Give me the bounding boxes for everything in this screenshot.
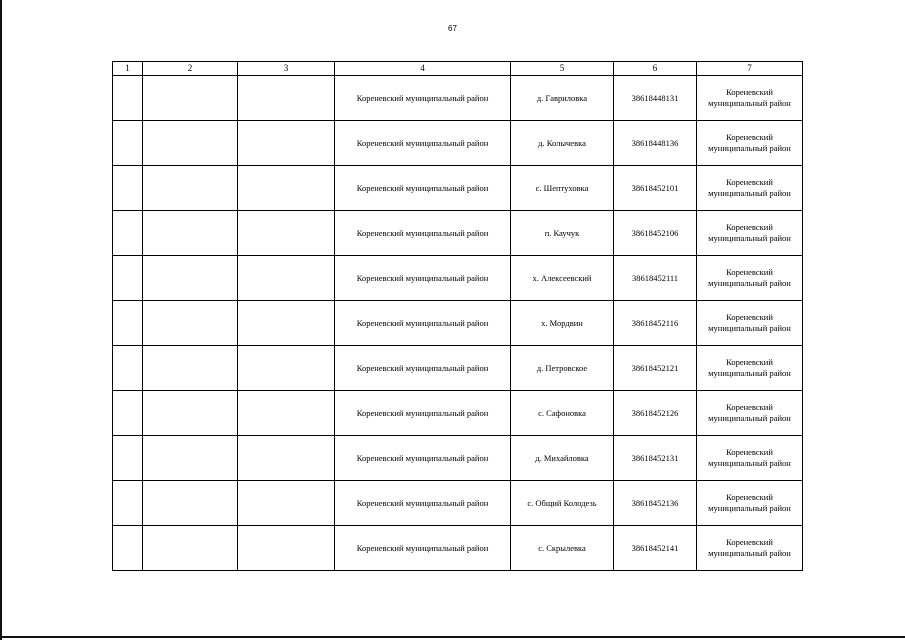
cell-col-3 (238, 391, 335, 436)
table-row (113, 526, 803, 571)
cell-district: Кореневский муниципальный район (335, 211, 511, 256)
cell-municipality (697, 76, 803, 121)
page-border-bottom (0, 636, 905, 638)
table-header-row (113, 62, 803, 76)
cell-col-2 (143, 391, 238, 436)
municipality-line-1: Кореневский (726, 267, 773, 277)
cell-col-3 (238, 346, 335, 391)
cell-district: Кореневский муниципальный район (335, 481, 511, 526)
municipality-line-1: Кореневский (726, 357, 773, 367)
cell-col-3 (238, 301, 335, 346)
cell-district: Кореневский муниципальный район (335, 436, 511, 481)
cell-settlement: д. Колычевка (511, 121, 614, 166)
cell-col-1 (113, 211, 143, 256)
cell-col-2 (143, 166, 238, 211)
cell-settlement: с. Шептуховка (511, 166, 614, 211)
cell-municipality (697, 526, 803, 571)
table-body (113, 76, 803, 571)
municipality-line-1: Кореневский (726, 537, 773, 547)
cell-col-1 (113, 481, 143, 526)
cell-col-2 (143, 481, 238, 526)
table-row (113, 346, 803, 391)
cell-col-1 (113, 301, 143, 346)
cell-oktmo-code: 38618448136 (614, 121, 697, 166)
cell-oktmo-code: 38618452121 (614, 346, 697, 391)
municipality-line-1: Кореневский (726, 447, 773, 457)
column-header: 2 (143, 62, 238, 76)
cell-settlement: д. Петровское (511, 346, 614, 391)
cell-district: Кореневский муниципальный район (335, 256, 511, 301)
municipality-line-2: муниципальный район (708, 278, 791, 288)
municipality-line-2: муниципальный район (708, 413, 791, 423)
cell-col-3 (238, 76, 335, 121)
municipality-line-1: Кореневский (726, 177, 773, 187)
cell-district: Кореневский муниципальный район (335, 346, 511, 391)
cell-col-1 (113, 166, 143, 211)
cell-district: Кореневский муниципальный район (335, 391, 511, 436)
cell-col-3 (238, 436, 335, 481)
municipality-line-2: муниципальный район (708, 458, 791, 468)
page-number: 67 (448, 24, 457, 33)
table-row (113, 166, 803, 211)
data-table (112, 61, 803, 571)
cell-col-3 (238, 526, 335, 571)
cell-district: Кореневский муниципальный район (335, 526, 511, 571)
cell-settlement: х. Алексеевский (511, 256, 614, 301)
cell-settlement: с. Сафоновка (511, 391, 614, 436)
cell-col-1 (113, 121, 143, 166)
cell-oktmo-code: 38618452131 (614, 436, 697, 481)
page-border-left (0, 0, 2, 640)
cell-settlement: с. Скрылевка (511, 526, 614, 571)
column-header: 5 (511, 62, 614, 76)
cell-settlement: п. Каучук (511, 211, 614, 256)
cell-col-2 (143, 301, 238, 346)
cell-col-1 (113, 436, 143, 481)
cell-col-2 (143, 76, 238, 121)
cell-oktmo-code: 38618452126 (614, 391, 697, 436)
cell-oktmo-code: 38618452111 (614, 256, 697, 301)
municipality-line-1: Кореневский (726, 87, 773, 97)
cell-col-3 (238, 211, 335, 256)
table-row (113, 76, 803, 121)
cell-oktmo-code: 38618448131 (614, 76, 697, 121)
cell-district: Кореневский муниципальный район (335, 166, 511, 211)
column-header: 7 (697, 62, 803, 76)
table-row (113, 481, 803, 526)
cell-col-2 (143, 256, 238, 301)
municipality-line-2: муниципальный район (708, 143, 791, 153)
cell-col-2 (143, 436, 238, 481)
cell-oktmo-code: 38618452136 (614, 481, 697, 526)
table-row (113, 391, 803, 436)
table-row (113, 121, 803, 166)
municipality-line-2: муниципальный район (708, 548, 791, 558)
column-header: 6 (614, 62, 697, 76)
cell-municipality (697, 211, 803, 256)
cell-col-1 (113, 391, 143, 436)
municipality-line-2: муниципальный район (708, 503, 791, 513)
cell-col-1 (113, 346, 143, 391)
municipality-line-2: муниципальный район (708, 188, 791, 198)
cell-col-2 (143, 211, 238, 256)
cell-municipality (697, 301, 803, 346)
cell-col-1 (113, 526, 143, 571)
cell-district: Кореневский муниципальный район (335, 121, 511, 166)
cell-settlement: х. Мордвин (511, 301, 614, 346)
municipality-line-1: Кореневский (726, 492, 773, 502)
cell-oktmo-code: 38618452116 (614, 301, 697, 346)
cell-oktmo-code: 38618452101 (614, 166, 697, 211)
table-row (113, 211, 803, 256)
cell-settlement: д. Михайловка (511, 436, 614, 481)
cell-col-3 (238, 166, 335, 211)
cell-oktmo-code: 38618452106 (614, 211, 697, 256)
table-row (113, 301, 803, 346)
cell-col-2 (143, 526, 238, 571)
cell-municipality (697, 391, 803, 436)
municipality-line-1: Кореневский (726, 402, 773, 412)
municipality-line-1: Кореневский (726, 132, 773, 142)
cell-municipality (697, 436, 803, 481)
cell-col-2 (143, 346, 238, 391)
table-row (113, 256, 803, 301)
municipality-line-1: Кореневский (726, 312, 773, 322)
cell-col-1 (113, 256, 143, 301)
cell-municipality (697, 346, 803, 391)
cell-col-3 (238, 256, 335, 301)
municipality-line-1: Кореневский (726, 222, 773, 232)
cell-district: Кореневский муниципальный район (335, 76, 511, 121)
table-row (113, 436, 803, 481)
cell-municipality (697, 121, 803, 166)
cell-oktmo-code: 38618452141 (614, 526, 697, 571)
cell-col-1 (113, 76, 143, 121)
cell-col-3 (238, 121, 335, 166)
cell-municipality (697, 166, 803, 211)
cell-col-2 (143, 121, 238, 166)
column-header: 4 (335, 62, 511, 76)
cell-settlement: с. Общий Колодезь (511, 481, 614, 526)
municipality-line-2: муниципальный район (708, 368, 791, 378)
cell-municipality (697, 256, 803, 301)
cell-settlement: д. Гавриловка (511, 76, 614, 121)
municipality-line-2: муниципальный район (708, 323, 791, 333)
cell-col-3 (238, 481, 335, 526)
municipality-line-2: муниципальный район (708, 98, 791, 108)
municipality-line-2: муниципальный район (708, 233, 791, 243)
column-header: 3 (238, 62, 335, 76)
cell-municipality (697, 481, 803, 526)
cell-district: Кореневский муниципальный район (335, 301, 511, 346)
column-header: 1 (113, 62, 143, 76)
